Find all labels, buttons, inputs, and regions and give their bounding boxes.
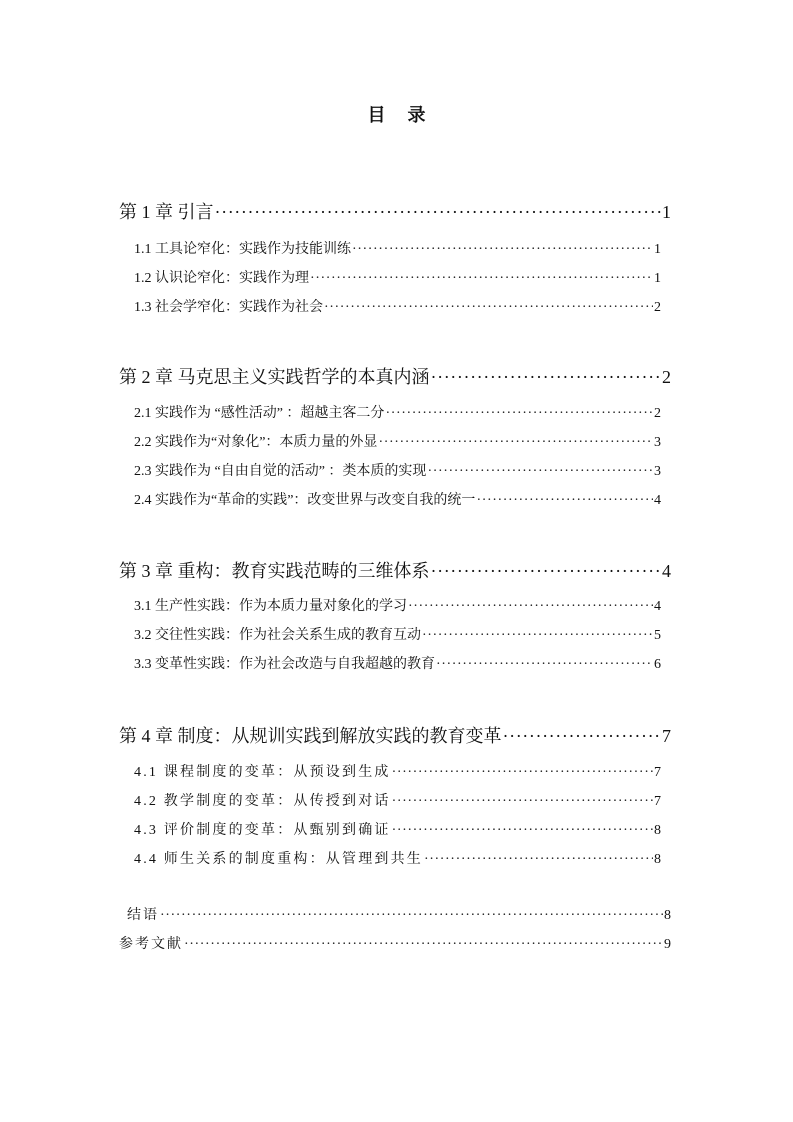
- dot-leader: [310, 269, 653, 289]
- toc-label: 参考文献: [119, 937, 183, 952]
- toc-chapter-2[interactable]: [119, 365, 671, 389]
- title-char-2: 录: [407, 105, 426, 126]
- toc-page-number: 7: [662, 726, 671, 746]
- toc-page-number: 5: [654, 628, 661, 643]
- dot-leader: [424, 850, 653, 870]
- title-char-1: 目: [367, 105, 386, 126]
- toc-section-3-2[interactable]: [134, 626, 661, 646]
- toc-label: 2.2 实践作为“对象化”：本质力量的外显: [134, 435, 378, 450]
- toc-label: 第 3 章 重构：教育实践范畴的三维体系: [119, 561, 430, 581]
- dot-leader: [184, 935, 663, 955]
- toc-page-number: 7: [654, 765, 661, 780]
- toc-section-2-1[interactable]: [134, 404, 661, 424]
- toc-page-number: 8: [654, 852, 661, 867]
- toc-label: 1.2 认识论窄化：实践作为理: [134, 271, 309, 286]
- toc-references[interactable]: [119, 935, 671, 955]
- toc-label: 3.3 变革性实践：作为社会改造与自我超越的教育: [134, 657, 435, 672]
- toc-page-number: 7: [654, 794, 661, 809]
- dot-leader: [392, 821, 653, 841]
- dot-leader: [385, 404, 653, 424]
- toc-section-4-4[interactable]: [134, 850, 661, 870]
- toc-label: 4.3 评价制度的变革：从甄别到确证: [134, 823, 391, 838]
- toc-page-number: 8: [664, 908, 671, 923]
- toc-section-4-1[interactable]: [134, 763, 661, 783]
- dot-leader: [422, 626, 653, 646]
- dot-leader: [160, 906, 663, 926]
- dot-leader: [324, 298, 653, 318]
- toc-label: 第 1 章 引言: [119, 202, 214, 222]
- dot-leader: [392, 792, 653, 812]
- toc-chapter-1[interactable]: [119, 200, 671, 224]
- dot-leader: [378, 433, 653, 453]
- toc-page-number: 3: [654, 435, 661, 450]
- toc-page-number: 1: [654, 242, 661, 257]
- toc-chapter-3[interactable]: [119, 559, 671, 583]
- toc-section-1-3[interactable]: [134, 298, 661, 318]
- toc-label: 2.1 实践作为 “感性活动” ：超越主客二分: [134, 406, 385, 421]
- toc-page-number: 4: [654, 493, 661, 508]
- toc-section-1-2[interactable]: [134, 269, 661, 289]
- dot-leader: [476, 491, 653, 511]
- toc-label: 2.4 实践作为“革命的实践”：改变世界与改变自我的统一: [134, 493, 476, 508]
- dot-leader: [352, 240, 653, 260]
- toc-page-number: 9: [664, 937, 671, 952]
- toc-page-number: 6: [654, 657, 661, 672]
- toc-section-2-4[interactable]: [134, 491, 661, 511]
- toc-page-number: 1: [662, 202, 671, 222]
- toc-section-3-1[interactable]: [134, 597, 661, 617]
- dot-leader: [503, 724, 662, 748]
- toc-section-2-3[interactable]: [134, 462, 661, 482]
- dot-leader: [392, 763, 653, 783]
- dot-leader: [427, 462, 653, 482]
- dot-leader: [408, 597, 653, 617]
- toc-page-number: 3: [654, 464, 661, 479]
- toc-page-number: 4: [654, 599, 661, 614]
- toc-page-number: 2: [654, 300, 661, 315]
- toc-page-number: 1: [654, 271, 661, 286]
- toc-label: 1.3 社会学窄化：实践作为社会: [134, 300, 323, 315]
- toc-label: 4.4 师生关系的制度重构：从管理到共生: [134, 852, 423, 867]
- toc-page-number: 4: [662, 561, 671, 581]
- toc-label: 1.1 工具论窄化：实践作为技能训练: [134, 242, 351, 257]
- dot-leader: [436, 655, 653, 675]
- toc-page-number: 2: [654, 406, 661, 421]
- dot-leader: [431, 559, 662, 583]
- toc-label: 第 2 章 马克思主义实践哲学的本真内涵: [119, 367, 430, 387]
- page-title: [0, 104, 793, 128]
- toc-label: 结语: [127, 908, 159, 923]
- toc-section-3-3[interactable]: [134, 655, 661, 675]
- toc-section-4-2[interactable]: [134, 792, 661, 812]
- toc-conclusion[interactable]: [127, 906, 671, 926]
- toc-label: 4.1 课程制度的变革：从预设到生成: [134, 765, 391, 780]
- toc-section-2-2[interactable]: [134, 433, 661, 453]
- toc-label: 2.3 实践作为 “自由自觉的活动” ：类本质的实现: [134, 464, 427, 479]
- toc-section-1-1[interactable]: [134, 240, 661, 260]
- toc-label: 第 4 章 制度：从规训实践到解放实践的教育变革: [119, 726, 502, 746]
- toc-page-number: 2: [662, 367, 671, 387]
- toc-label: 4.2 教学制度的变革：从传授到对话: [134, 794, 391, 809]
- toc-label: 3.1 生产性实践：作为本质力量对象化的学习: [134, 599, 407, 614]
- toc-section-4-3[interactable]: [134, 821, 661, 841]
- dot-leader: [431, 365, 662, 389]
- dot-leader: [215, 200, 662, 224]
- toc-page-number: 8: [654, 823, 661, 838]
- toc-label: 3.2 交往性实践：作为社会关系生成的教育互动: [134, 628, 421, 643]
- toc-chapter-4[interactable]: [119, 724, 671, 748]
